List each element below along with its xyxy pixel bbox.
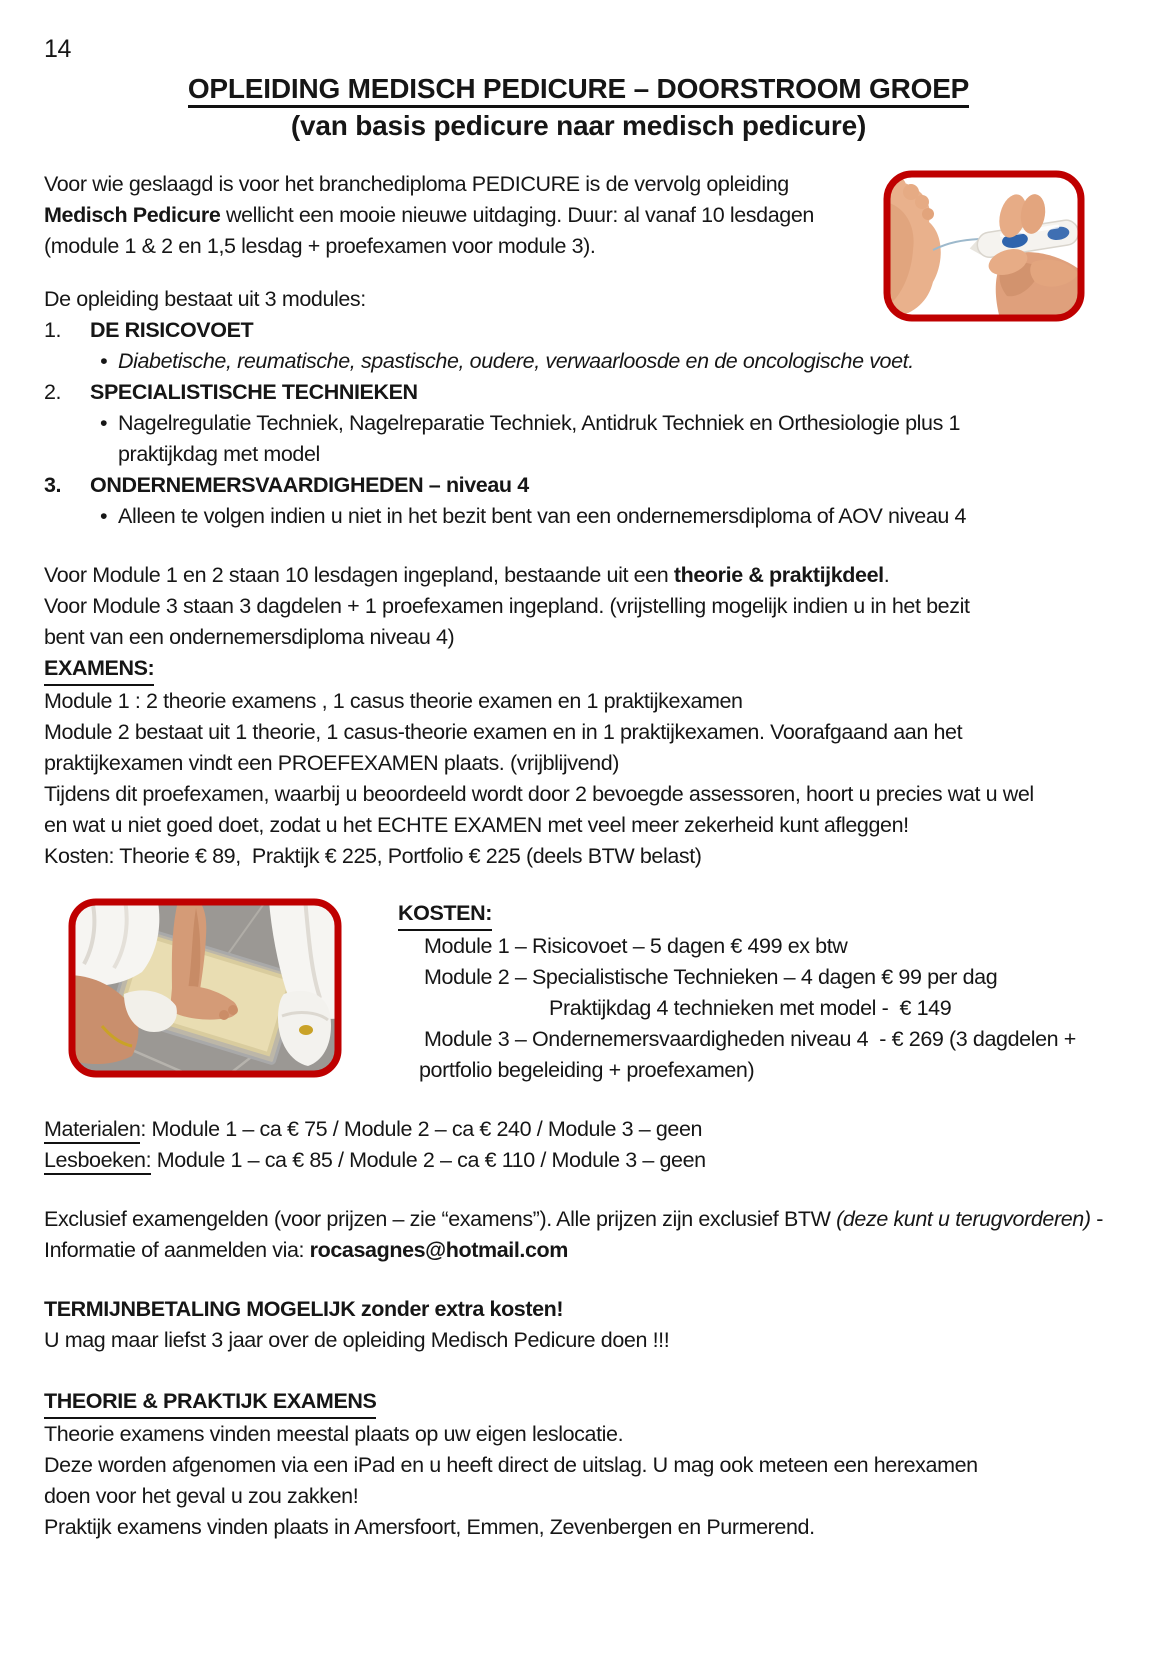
termijnbetaling-heading: TERMIJNBETALING MOGELIJK zonder extra kosten!	[44, 1297, 564, 1321]
planning-bold-theorie-praktijkdeel: theorie & praktijkdeel	[673, 563, 884, 587]
intro-paragraph	[44, 169, 843, 262]
module-1-bullet-text: Diabetische, reumatische, spastische, oudere, verwaarloosde en de oncologische voet.	[118, 349, 914, 373]
examens-paragraph-4: Kosten: Theorie € 89, Praktijk € 225, Portfolio € 225 (deels BTW belast)	[44, 844, 702, 868]
theorie-paragraph-1: Theorie examens vinden meestal plaats op uw eigen leslocatie.	[44, 1422, 624, 1446]
kosten-section	[44, 898, 1113, 1086]
examens-section	[44, 653, 1113, 872]
contact-email: rocasagnes@hotmail.com	[309, 1238, 568, 1262]
modules-lead: De opleiding bestaat uit 3 modules:	[44, 287, 366, 311]
module-2-title: SPECIALISTISCHE TECHNIEKEN	[90, 380, 418, 404]
exclusief-paragraph	[44, 1204, 1113, 1266]
planning-text-2: .	[883, 563, 890, 587]
intro-bold-medisch-pedicure: Medisch Pedicure	[44, 203, 221, 227]
examens-paragraph-3: Tijdens dit proefexamen, waarbij u beoordeeld wordt door 2 bevoegde assessoren, hoort u precies wat u wel en wat u niet goed doet, zodat u het ECHTE EXAMEN met veel meer zekerheid kunt afleggen!	[44, 782, 1040, 837]
kosten-module-2: Module 2 – Specialistische Technieken – 4 dagen € 99 per dag	[424, 965, 998, 989]
exclusief-text-1: Exclusief examengelden (voor prijzen – zie “examens”). Alle prijzen zijn exclusief BTW	[44, 1207, 837, 1231]
page-title: OPLEIDING MEDISCH PEDICURE – DOORSTROOM GROEP	[44, 71, 1113, 107]
exclusief-text-2: - Informatie of aanmelden via:	[44, 1207, 1109, 1262]
module-item-3	[44, 470, 1113, 501]
planning-line-2: Voor Module 3 staan 3 dagdelen + 1 proefexamen ingepland. (vrijstelling mogelijk indien u in het bezit bent van een ondernemersdiploma niveau 4)	[44, 594, 976, 649]
page-subtitle: (van basis pedicure naar medisch pedicure)	[290, 110, 867, 141]
module-item-2	[44, 377, 1113, 408]
module-3-title: ONDERNEMERSVAARDIGHEDEN – niveau 4	[90, 473, 529, 497]
lesboeken-label: Lesboeken:	[44, 1148, 151, 1175]
kosten-module-3: Module 3 – Ondernemersvaardigheden niveau 4 - € 269 (3 dagdelen +	[424, 1027, 1076, 1051]
bullet-icon: •	[100, 411, 108, 435]
module-3-number: 3.	[44, 473, 62, 497]
planning-text-1: Voor Module 1 en 2 staan 10 lesdagen ingepland, bestaande uit een	[44, 563, 674, 587]
module-3-bullet	[100, 501, 1113, 532]
kosten-praktijkdag: Praktijkdag 4 technieken met model - € 149	[549, 996, 952, 1020]
intro-text-1: Voor wie geslaagd is voor het branchediploma PEDICURE is de vervolg opleiding	[44, 172, 795, 196]
lesboeken-line	[44, 1145, 1113, 1176]
kosten-module-1: Module 1 – Risicovoet – 5 dagen € 499 ex btw	[424, 934, 848, 958]
kosten-heading: KOSTEN:	[398, 898, 1076, 931]
theorie-praktijk-heading: THEORIE & PRAKTIJK EXAMENS	[44, 1386, 1113, 1419]
kosten-text-block	[398, 898, 1076, 1086]
materialen-text: : Module 1 – ca € 75 / Module 2 – ca € 240 / Module 3 – geen	[140, 1117, 703, 1141]
bullet-icon: •	[100, 349, 108, 373]
module-2-number: 2.	[44, 380, 62, 404]
module-1-number: 1.	[44, 318, 62, 342]
theorie-paragraph-3: Praktijk examens vinden plaats in Amersfoort, Emmen, Zevenbergen en Purmerend.	[44, 1515, 815, 1539]
termijnbetaling-block	[44, 1294, 1113, 1356]
module-1-title: DE RISICOVOET	[90, 318, 254, 342]
materialen-lesboeken-block	[44, 1114, 1113, 1176]
page-number: 14	[44, 35, 72, 63]
title-block	[44, 71, 1113, 143]
materialen-label: Materialen	[44, 1117, 140, 1144]
exclusief-italic: (deze kunt u terugvorderen)	[836, 1207, 1091, 1231]
theorie-paragraph-2: Deze worden afgenomen via een iPad en u heeft direct de uitslag. U mag ook meteen een herexamen doen voor het geval u zou zakken!	[44, 1453, 984, 1508]
bullet-icon: •	[100, 504, 108, 528]
foot-measurement-photo	[68, 898, 342, 1078]
kosten-module-3-continued: portfolio begeleiding + proefexamen)	[419, 1058, 755, 1082]
examens-heading: EXAMENS:	[44, 653, 1034, 686]
module-2-bullet	[100, 408, 1113, 470]
examens-paragraph-2: Module 2 bestaat uit 1 theorie, 1 casus-theorie examen en in 1 praktijkexamen. Voorafgaand aan het praktijkexamen vindt een PROEFEXAMEN plaats. (vrijblijvend)	[44, 720, 968, 775]
module-2-bullet-text: Nagelregulatie Techniek, Nagelreparatie Techniek, Antidruk Techniek en Orthesiologie plus 1 praktijkdag met model	[118, 411, 966, 466]
pedicure-device-photo-svg	[883, 170, 1085, 322]
lesboeken-text: Module 1 – ca € 85 / Module 2 – ca € 110 / Module 3 – geen	[151, 1148, 706, 1172]
planning-line-1	[44, 560, 1113, 591]
intro-text-2: wellicht een mooie nieuwe uitdaging. Duur: al vanaf 10 lesdagen (module 1 & 2 en 1,5 lesdag + proefexamen voor module 3).	[44, 203, 820, 258]
theorie-praktijk-section	[44, 1386, 1113, 1543]
planning-paragraph	[44, 560, 1113, 653]
termijnbetaling-text: U mag maar liefst 3 jaar over de opleiding Medisch Pedicure doen !!!	[44, 1328, 670, 1352]
module-3-bullet-text: Alleen te volgen indien u niet in het bezit bent van een ondernemersdiploma of AOV niveau 4	[118, 504, 967, 528]
module-1-bullet	[100, 346, 1113, 377]
materialen-line	[44, 1114, 1113, 1145]
foot-measurement-photo-svg	[68, 898, 342, 1078]
pedicure-device-photo	[883, 170, 1085, 322]
examens-paragraph-1: Module 1 : 2 theorie examens , 1 casus theorie examen en 1 praktijkexamen	[44, 689, 743, 713]
